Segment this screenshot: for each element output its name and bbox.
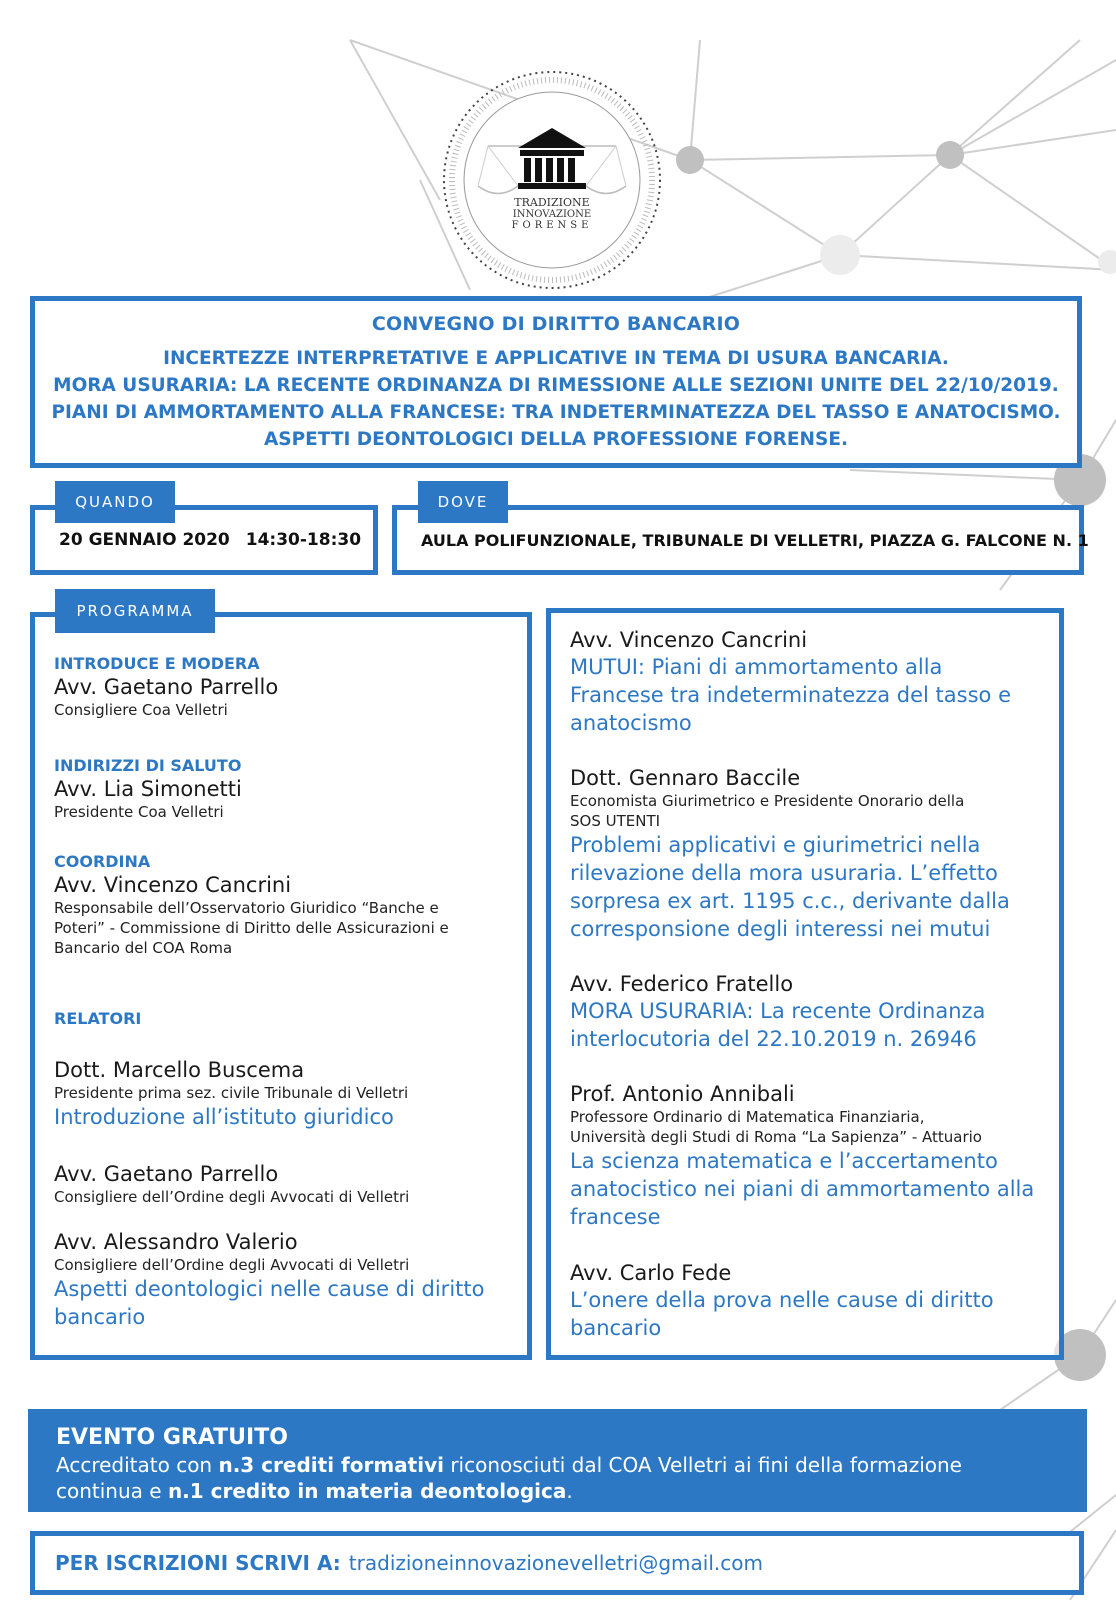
svg-text:TRADIZIONE: TRADIZIONE [514,196,590,209]
talk-topic: anatocistico nei piani di ammortamento alla [570,1177,1035,1201]
talk-topic: bancario [570,1316,662,1340]
speaker-role: Consigliere dell’Ordine degli Avvocati di Velletri [54,1188,410,1206]
when-tag: QUANDO [55,481,175,523]
speaker-role: Economista Giurimetrico e Presidente Onorario della [570,792,965,810]
where-tag: DOVE [418,481,508,523]
talk-topic: bancario [54,1305,146,1329]
speaker-name: Avv. Gaetano Parrello [54,675,279,699]
speaker-name: Avv. Vincenzo Cancrini [570,628,808,652]
event-date: 20 GENNAIO 2020 [59,530,230,550]
speaker-role: Presidente prima sez. civile Tribunale di Velletri [54,1084,409,1102]
speaker-entry [54,1230,524,1331]
section-label: COORDINA [54,852,151,871]
subscribe-email-link[interactable]: tradizioneinnovazionevelletri@gmail.com [348,1551,763,1575]
free-event-title: EVENTO GRATUITO [56,1425,288,1450]
talk-topic: anatocismo [570,711,692,735]
section-label: INDIRIZZI DI SALUTO [54,756,242,775]
speaker-role: Bancario del COA Roma [54,939,233,957]
logo [438,66,666,294]
speaker-entry [54,1162,524,1207]
speaker-name: Dott. Gennaro Baccile [570,766,801,790]
speaker-name: Avv. Carlo Fede [570,1261,732,1285]
talk-topic: La scienza matematica e l’accertamento [570,1149,998,1173]
talk-topic: francese [570,1205,661,1229]
free-event-banner [28,1409,1087,1512]
greetings-section [54,756,524,822]
svg-text:INNOVAZIONE: INNOVAZIONE [512,209,592,220]
talk-topic: interlocutoria del 22.10.2019 n. 26946 [570,1027,977,1051]
subtitle-line: MORA USURARIA: LA RECENTE ORDINANZA DI RIMESSIONE ALLE SEZIONI UNITE DEL 22/10/2019. [53,375,1059,396]
subtitle-line: INCERTEZZE INTERPRETATIVE E APPLICATIVE IN TEMA DI USURA BANCARIA. [163,348,949,369]
subscribe-label: PER ISCRIZIONI SCRIVI A: [55,1551,341,1575]
speaker-entry [570,766,1050,943]
speaker-name: Avv. Lia Simonetti [54,777,242,801]
text-part: Accreditato con [56,1453,219,1477]
subscribe-box [30,1531,1084,1595]
subtitle-line: PIANI DI AMMORTAMENTO ALLA FRANCESE: TRA INDETERMINATEZZA DEL TASSO E ANATOCISMO. [51,402,1061,423]
title-box [30,296,1082,468]
speaker-role: Responsabile dell’Osservatorio Giuridico “Banche e [54,899,439,917]
talk-topic: sorpresa ex art. 1195 c.c., derivante dalla [570,889,1010,913]
speaker-entry [570,628,1050,737]
svg-text:FORENSE: FORENSE [511,220,593,231]
speaker-role: Università degli Studi di Roma “La Sapienza” - Attuario [570,1128,982,1146]
ethics-credit-highlight: n.1 credito in materia deontologica [167,1479,567,1503]
section-label: INTRODUCE E MODERA [54,654,260,673]
talk-topic: MUTUI: Piani di ammortamento alla [570,655,943,679]
talk-topic: MORA USURARIA: La recente Ordinanza [570,999,986,1023]
talk-topic: Aspetti deontologici nelle cause di diritto [54,1277,485,1301]
speaker-name: Avv. Alessandro Valerio [54,1230,298,1254]
talk-topic: corresponsione degli interessi nei mutui [570,917,991,941]
talk-topic: Francese tra indeterminatezza del tasso e [570,683,1011,707]
event-subtitle [35,345,1077,453]
speaker-entry [54,1058,524,1131]
text-part: . [566,1479,573,1503]
speaker-entry [570,1082,1050,1231]
credits-highlight: n.3 crediti formativi [218,1453,444,1477]
speakers-label: RELATORI [54,1009,142,1028]
speaker-name: Avv. Gaetano Parrello [54,1162,279,1186]
speaker-name: Avv. Federico Fratello [570,972,794,996]
talk-topic: Problemi applicativi e giurimetrici nella [570,833,981,857]
speaker-name: Dott. Marcello Buscema [54,1058,305,1082]
speaker-name: Avv. Vincenzo Cancrini [54,873,292,897]
talk-topic: rilevazione della mora usuraria. L’effetto [570,861,998,885]
speaker-role: Consigliere Coa Velletri [54,701,228,719]
talk-topic: Introduzione all’istituto giuridico [54,1105,394,1129]
free-event-text [56,1452,1047,1504]
event-title: CONVEGNO DI DIRITTO BANCARIO [371,313,741,335]
speaker-name: Prof. Antonio Annibali [570,1082,795,1106]
speaker-role: Consigliere dell’Ordine degli Avvocati di Velletri [54,1256,410,1274]
introduce-section [54,654,524,720]
speaker-role: Presidente Coa Velletri [54,803,224,821]
talk-topic: L’onere della prova nelle cause di diritto [570,1288,994,1312]
speaker-entry [570,972,1050,1053]
event-time: 14:30-18:30 [245,530,362,550]
speaker-role: Professore Ordinario di Matematica Finanziaria, [570,1108,925,1126]
speaker-role: Poteri” - Commissione di Diritto delle Assicurazioni e [54,919,449,937]
subtitle-line: ASPETTI DEONTOLOGICI DELLA PROFESSIONE FORENSE. [263,429,849,450]
text-part: riconosciuti dal COA Velletri ai fini della formazione continua e [56,1453,962,1503]
program-tag: PROGRAMMA [55,589,215,633]
speaker-role: SOS UTENTI [570,812,661,830]
speaker-entry [570,1261,1050,1342]
coordinator-section [54,852,524,958]
event-place: AULA POLIFUNZIONALE, TRIBUNALE DI VELLETRI, PIAZZA G. FALCONE N. 1 [421,530,1089,550]
